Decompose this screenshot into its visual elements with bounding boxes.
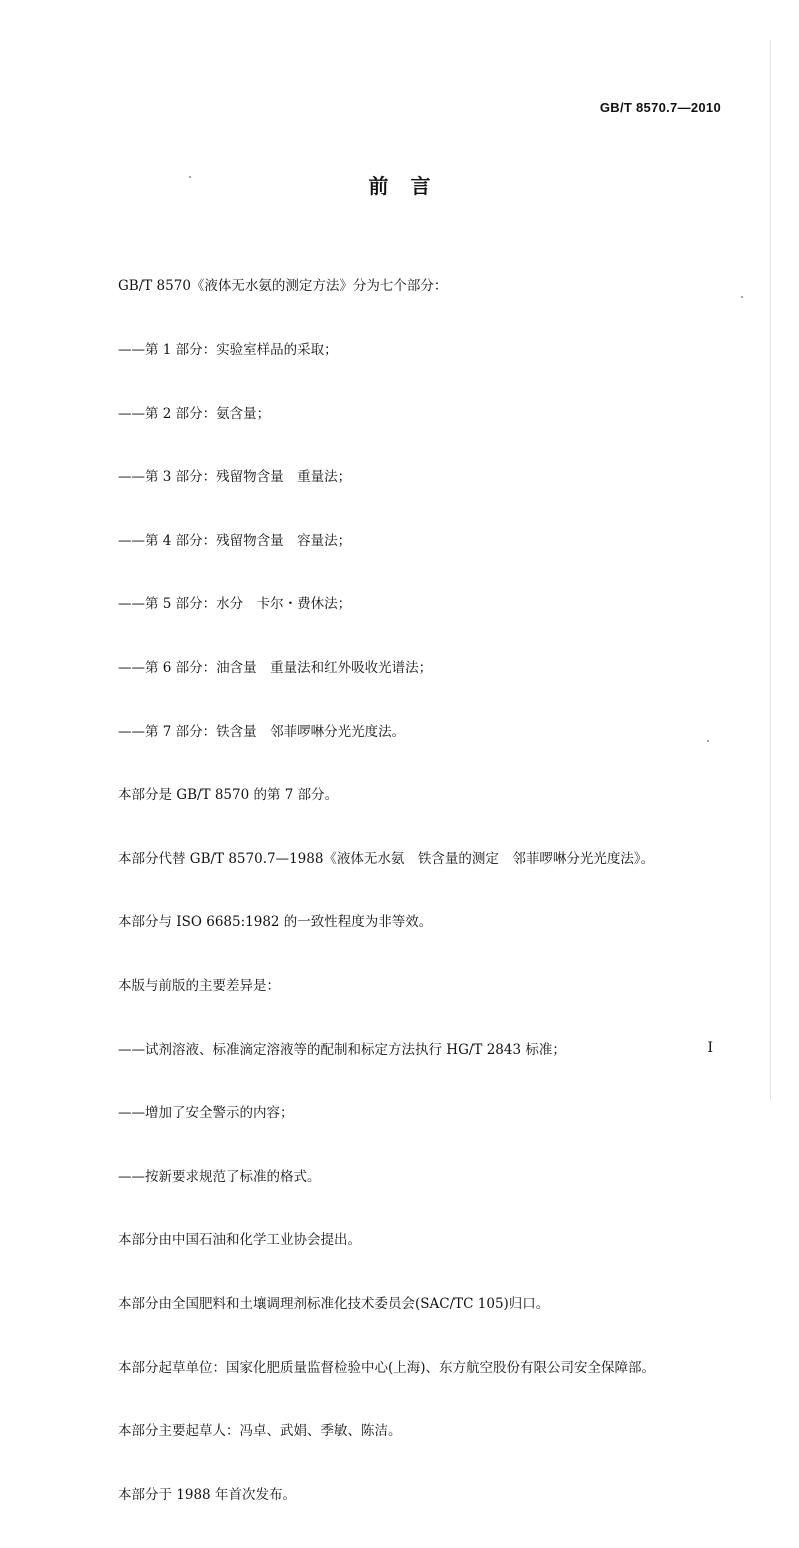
page-title: 前言 [368,174,453,198]
paragraph-line: 本部分起草单位：国家化肥质量监督检验中心(上海)、东方航空股份有限公司安全保障部。 [118,1359,656,1376]
list-item: ——第 1 部分：实验室样品的采取； [118,342,338,358]
scan-edge-line [770,40,771,1100]
list-item: ——第 2 部分：氨含量； [118,405,271,422]
list-item: ——试剂溶液、标准滴定溶液等的配制和标定方法执行 HG/T 2843 标准； [118,1041,566,1058]
list-item: ——第 3 部分：残留物含量 重量法； [118,469,352,486]
scan-speck [707,740,709,742]
paragraph-line: 本部分由中国石油和化学工业协会提出。 [118,1232,361,1249]
paragraph-line: 本部分主要起草人：冯卓、武娟、季敏、陈洁。 [118,1423,402,1440]
paragraph-line: 本部分是 GB/T 8570 的第 7 部分。 [118,787,339,804]
list-item: ——第 4 部分：残留物含量 容量法； [118,532,352,549]
page-number: I [707,1040,713,1056]
paragraph-line: 本部分于 1988 年首次发布。 [118,1486,296,1503]
paragraph-line: 本部分与 ISO 6685:1982 的一致性程度为非等效。 [118,914,433,931]
list-item: ——第 7 部分：铁含量 邻菲啰啉分光光度法。 [118,723,406,740]
scan-speck [189,176,191,178]
paragraph-line: 本部分代替 GB/T 8570.7—1988《液体无水氨 铁含量的测定 邻菲啰啉分光光度法》。 [118,850,655,867]
list-item: ——第 5 部分：水分 卡尔・费休法； [118,596,352,613]
paragraph-line: 本部分由全国肥料和土壤调理剂标准化技术委员会(SAC/TC 105)归口。 [118,1295,550,1312]
list-item: ——按新要求规范了标准的格式。 [118,1168,321,1185]
standard-code: GB/T 8570.7—2010 [599,100,721,115]
scan-speck [741,296,743,298]
paragraph-line: GB/T 8570《液体无水氨的测定方法》分为七个部分： [118,278,448,295]
foreword-body [118,234,718,1548]
list-item: ——第 6 部分：油含量 重量法和红外吸收光谱法； [118,659,433,676]
list-item: ——增加了安全警示的内容； [118,1105,294,1122]
paragraph-line: 本版与前版的主要差异是： [118,977,280,994]
